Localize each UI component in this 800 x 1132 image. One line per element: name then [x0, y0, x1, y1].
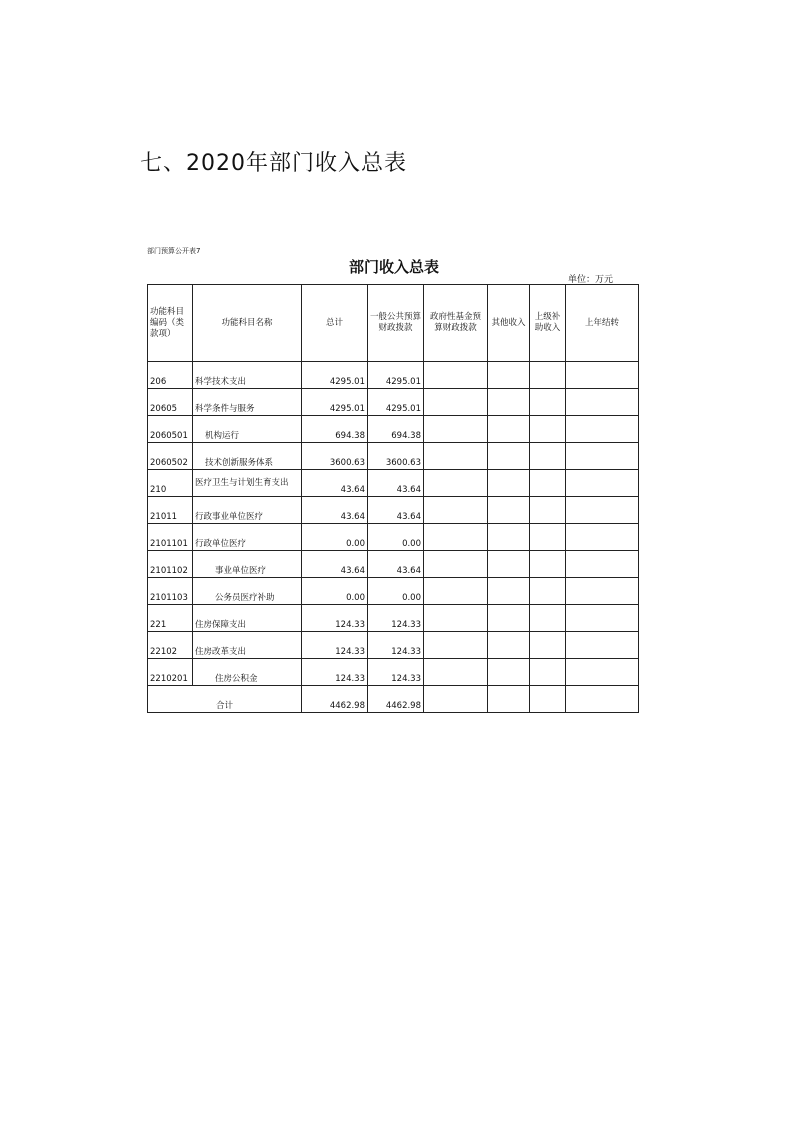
cell-other-income	[488, 389, 530, 416]
cell-total: 0.00	[302, 578, 368, 605]
cell-code: 2101102	[148, 551, 193, 578]
cell-other-income	[488, 632, 530, 659]
cell-general-budget: 4462.98	[368, 686, 424, 713]
table-row	[148, 524, 639, 551]
cell-carryover	[566, 389, 639, 416]
col-header-total: 总计	[302, 285, 368, 362]
cell-total: 124.33	[302, 605, 368, 632]
cell-gov-fund	[424, 578, 488, 605]
cell-gov-fund	[424, 389, 488, 416]
cell-carryover	[566, 524, 639, 551]
cell-gov-fund	[424, 632, 488, 659]
cell-general-budget: 43.64	[368, 551, 424, 578]
cell-carryover	[566, 470, 639, 497]
cell-total-label: 合计	[148, 686, 302, 713]
cell-carryover	[566, 362, 639, 389]
cell-general-budget: 0.00	[368, 524, 424, 551]
cell-code: 2210201	[148, 659, 193, 686]
cell-superior-subsidy	[530, 416, 566, 443]
unit-label: 单位：万元	[568, 275, 614, 285]
cell-other-income	[488, 578, 530, 605]
col-header-carryover: 上年结转	[566, 285, 639, 362]
cell-code: 2060501	[148, 416, 193, 443]
cell-total: 43.64	[302, 551, 368, 578]
cell-general-budget: 43.64	[368, 497, 424, 524]
table-row	[148, 497, 639, 524]
cell-name: 事业单位医疗	[193, 551, 302, 578]
cell-other-income	[488, 470, 530, 497]
cell-code: 2101101	[148, 524, 193, 551]
table-row	[148, 416, 639, 443]
col-header-general-budget: 一般公共预算财政拨款	[368, 285, 424, 362]
cell-gov-fund	[424, 470, 488, 497]
cell-general-budget: 4295.01	[368, 362, 424, 389]
table-row	[148, 632, 639, 659]
cell-carryover	[566, 497, 639, 524]
cell-other-income	[488, 443, 530, 470]
cell-total: 694.38	[302, 416, 368, 443]
table-row	[148, 578, 639, 605]
cell-code: 2101103	[148, 578, 193, 605]
cell-total: 124.33	[302, 632, 368, 659]
cell-carryover	[566, 416, 639, 443]
cell-name: 行政单位医疗	[193, 524, 302, 551]
cell-superior-subsidy	[530, 470, 566, 497]
cell-gov-fund	[424, 443, 488, 470]
cell-other-income	[488, 659, 530, 686]
cell-gov-fund	[424, 659, 488, 686]
cell-superior-subsidy	[530, 497, 566, 524]
cell-general-budget: 124.33	[368, 632, 424, 659]
table-row	[148, 659, 639, 686]
cell-total: 4295.01	[302, 362, 368, 389]
table-row	[148, 470, 639, 497]
table-total-row	[148, 686, 639, 713]
cell-other-income	[488, 686, 530, 713]
cell-general-budget: 0.00	[368, 578, 424, 605]
col-header-other-income: 其他收入	[488, 285, 530, 362]
cell-superior-subsidy	[530, 524, 566, 551]
col-header-code: 功能科目编码（类款项）	[148, 285, 193, 362]
col-header-gov-fund: 政府性基金预算财政拨款	[424, 285, 488, 362]
cell-gov-fund	[424, 416, 488, 443]
cell-total: 3600.63	[302, 443, 368, 470]
cell-gov-fund	[424, 551, 488, 578]
cell-code: 210	[148, 470, 193, 497]
cell-code: 22102	[148, 632, 193, 659]
cell-carryover	[566, 632, 639, 659]
cell-name: 住房改革支出	[193, 632, 302, 659]
cell-superior-subsidy	[530, 578, 566, 605]
cell-name: 科学技术支出	[193, 362, 302, 389]
cell-gov-fund	[424, 605, 488, 632]
cell-other-income	[488, 524, 530, 551]
col-header-name: 功能科目名称	[193, 285, 302, 362]
cell-name: 科学条件与服务	[193, 389, 302, 416]
table-row	[148, 362, 639, 389]
cell-code: 21011	[148, 497, 193, 524]
cell-general-budget: 3600.63	[368, 443, 424, 470]
cell-name: 医疗卫生与计划生育支出	[193, 470, 302, 497]
cell-superior-subsidy	[530, 551, 566, 578]
cell-name: 技术创新服务体系	[193, 443, 302, 470]
cell-gov-fund	[424, 497, 488, 524]
table-row	[148, 389, 639, 416]
cell-total: 124.33	[302, 659, 368, 686]
cell-name: 公务员医疗补助	[193, 578, 302, 605]
cell-total: 4295.01	[302, 389, 368, 416]
cell-gov-fund	[424, 686, 488, 713]
cell-code: 20605	[148, 389, 193, 416]
cell-total: 43.64	[302, 497, 368, 524]
cell-superior-subsidy	[530, 443, 566, 470]
cell-superior-subsidy	[530, 362, 566, 389]
cell-general-budget: 4295.01	[368, 389, 424, 416]
cell-general-budget: 124.33	[368, 605, 424, 632]
table-header-row	[148, 285, 639, 362]
cell-superior-subsidy	[530, 659, 566, 686]
cell-total: 4462.98	[302, 686, 368, 713]
cell-code: 2060502	[148, 443, 193, 470]
cell-general-budget: 124.33	[368, 659, 424, 686]
cell-gov-fund	[424, 362, 488, 389]
cell-gov-fund	[424, 524, 488, 551]
section-heading: 七、2020年部门收入总表	[140, 151, 407, 176]
cell-other-income	[488, 497, 530, 524]
cell-carryover	[566, 659, 639, 686]
cell-code: 206	[148, 362, 193, 389]
cell-name: 行政事业单位医疗	[193, 497, 302, 524]
cell-code: 221	[148, 605, 193, 632]
cell-total: 43.64	[302, 470, 368, 497]
cell-other-income	[488, 416, 530, 443]
cell-superior-subsidy	[530, 389, 566, 416]
cell-superior-subsidy	[530, 686, 566, 713]
cell-general-budget: 43.64	[368, 470, 424, 497]
table-row	[148, 551, 639, 578]
table-row	[148, 605, 639, 632]
cell-carryover	[566, 578, 639, 605]
cell-carryover	[566, 551, 639, 578]
col-header-superior-subsidy: 上级补助收入	[530, 285, 566, 362]
cell-superior-subsidy	[530, 632, 566, 659]
cell-other-income	[488, 605, 530, 632]
cell-other-income	[488, 362, 530, 389]
cell-name: 机构运行	[193, 416, 302, 443]
table-title: 部门收入总表	[349, 258, 440, 276]
income-summary-table	[147, 284, 639, 713]
cell-name: 住房保障支出	[193, 605, 302, 632]
table-id-label: 部门预算公开表7	[147, 247, 201, 255]
cell-total: 0.00	[302, 524, 368, 551]
table-row	[148, 443, 639, 470]
cell-name: 住房公积金	[193, 659, 302, 686]
cell-carryover	[566, 605, 639, 632]
cell-other-income	[488, 551, 530, 578]
cell-superior-subsidy	[530, 605, 566, 632]
cell-general-budget: 694.38	[368, 416, 424, 443]
cell-carryover	[566, 686, 639, 713]
cell-carryover	[566, 443, 639, 470]
